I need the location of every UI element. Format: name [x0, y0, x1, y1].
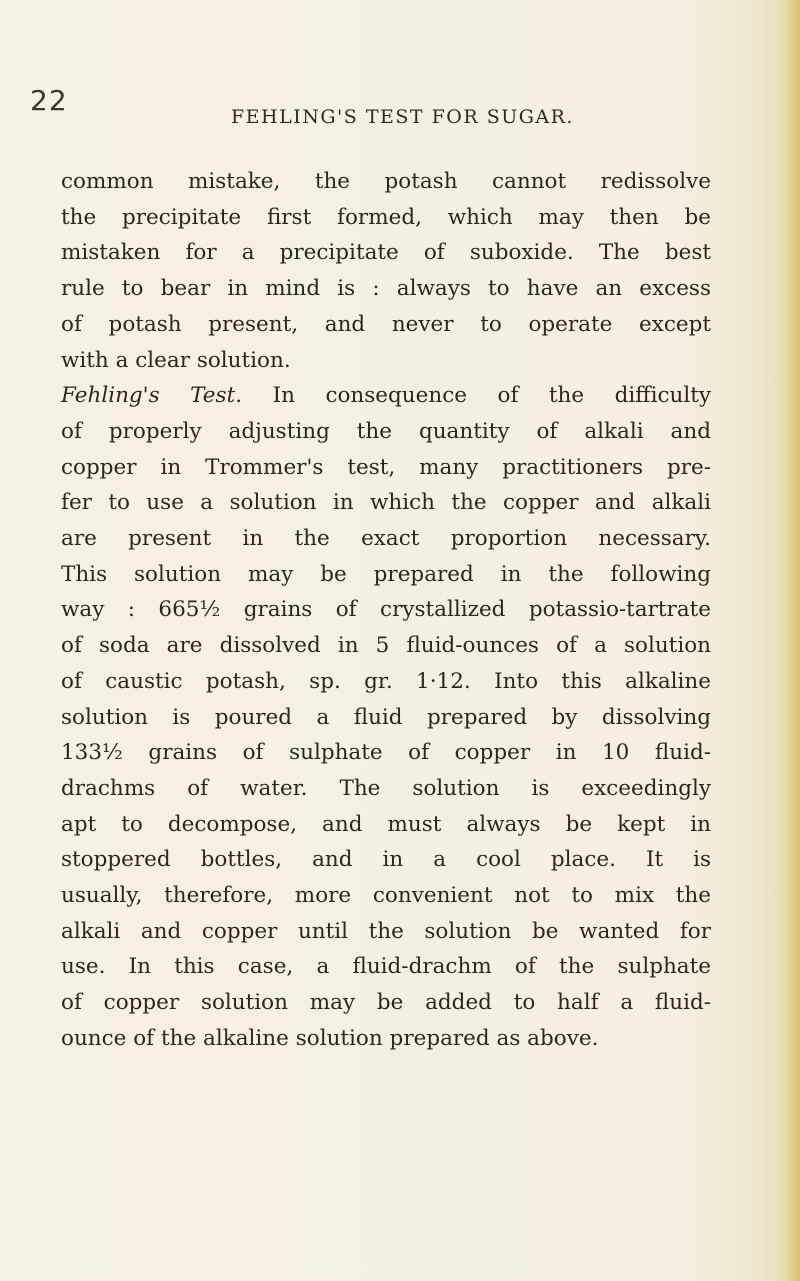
text-line: stoppered bottles, and in a cool place. It is	[61, 847, 711, 873]
text-line: of caustic potash, sp. gr. 1·12. Into this alkaline	[61, 668, 711, 694]
paragraph-start-line	[61, 378, 711, 414]
text-line: common mistake, the potash cannot redissolve	[61, 169, 711, 194]
text-line: of copper solution may be added to half a fluid-	[61, 990, 711, 1016]
text-line: fer to use a solution in which the copper and alkali	[61, 490, 711, 516]
text-line: This solution may be prepared in the following	[61, 561, 711, 587]
text-line: of properly adjusting the quantity of alkali and	[61, 418, 711, 444]
text-line: solution is poured a fluid prepared by dissolving	[61, 704, 711, 730]
text-line: alkali and copper until the solution be wanted for	[61, 918, 711, 944]
text-line: rule to bear in mind is : always to have an excess	[61, 276, 711, 302]
running-head: FEHLING'S TEST FOR SUGAR.	[231, 106, 574, 128]
text-line: apt to decompose, and must always be kept in	[61, 811, 711, 837]
text-line: of potash present, and never to operate except	[61, 311, 711, 337]
text-line-continuation: In consequence of the difficulty	[272, 383, 711, 409]
text-line: ounce of the alkaline solution prepared as above.	[61, 1025, 599, 1051]
text-line: usually, therefore, more convenient not to mix the	[61, 883, 711, 909]
page-number: 22	[30, 84, 68, 117]
text-line: with a clear solution.	[61, 347, 291, 373]
text-line: 133½ grains of sulphate of copper in 10 fluid-	[61, 740, 711, 766]
page-header	[30, 84, 730, 132]
text-line: of soda are dissolved in 5 fluid-ounces of a solution	[61, 633, 711, 659]
section-heading-italic: Fehling's Test.	[61, 383, 273, 409]
text-line: are present in the exact proportion necessary.	[61, 526, 711, 552]
text-line: drachms of water. The solution is exceedingly	[61, 775, 711, 801]
text-line: mistaken for a precipitate of suboxide. The best	[61, 240, 711, 266]
text-line: the precipitate first formed, which may then be	[61, 204, 711, 230]
text-line: copper in Trommer's test, many practitioners pre-	[61, 454, 711, 480]
text-line: use. In this case, a fluid-drachm of the sulphate	[61, 954, 711, 980]
text-line: way : 665½ grains of crystallized potassio-tartrate	[61, 597, 711, 623]
body-text	[61, 164, 711, 1057]
page-edge-shadow	[778, 0, 800, 1281]
